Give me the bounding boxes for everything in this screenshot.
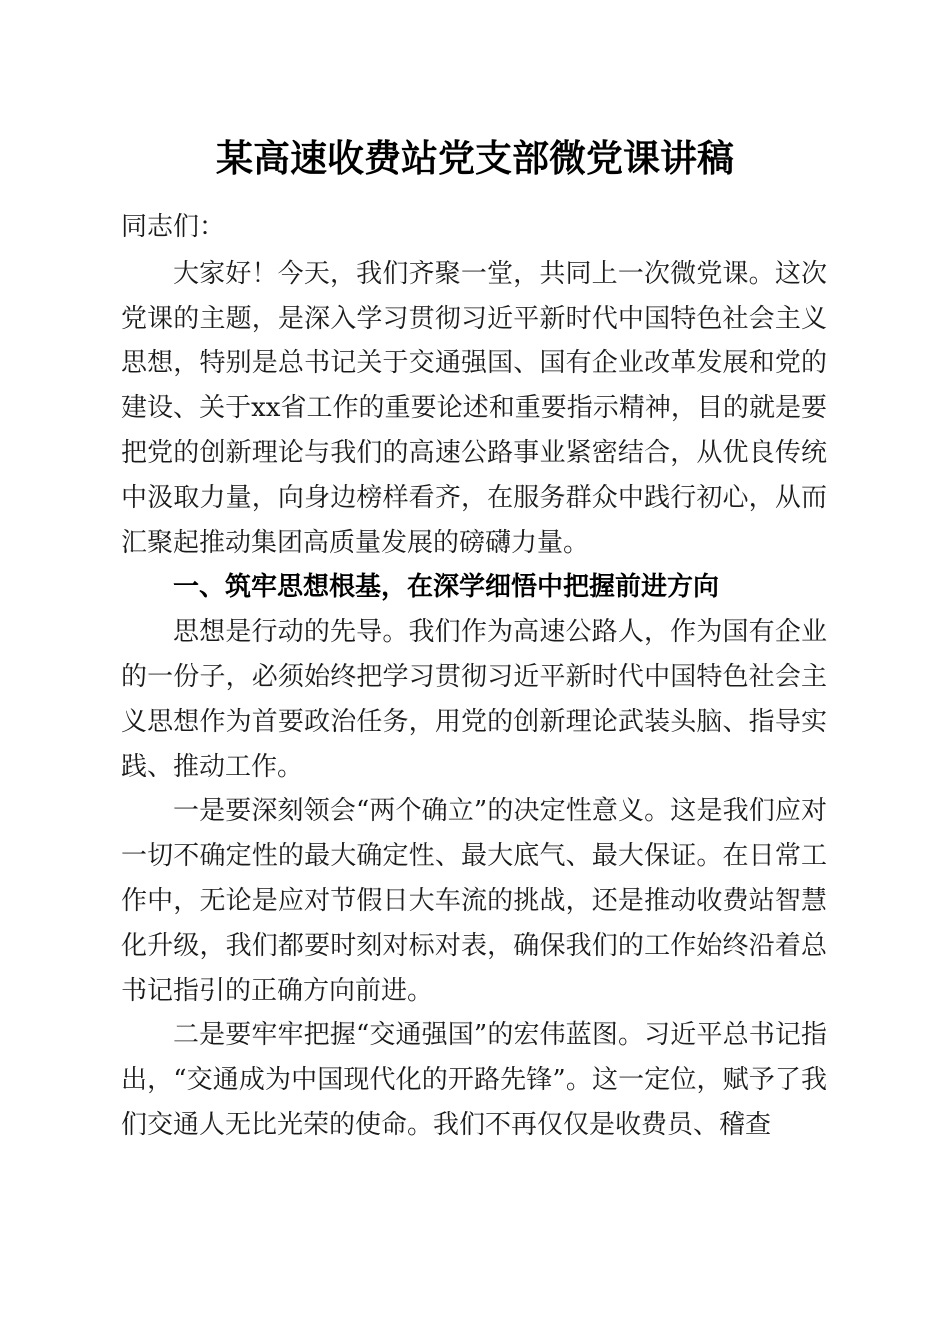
document-body [121,205,827,1148]
document-title: 某高速收费站党支部微党课讲稿 [216,136,734,180]
section-heading-1: 一、筑牢思想根基，在深学细悟中把握前进方向 [173,572,720,603]
salutation: 同志们： [121,212,226,242]
section1-paragraph-1: 思想是行动的先导。我们作为高速公路人，作为国有企业的一份子，必须始终把学习贯彻习近平新时代中国特色社会主义思想作为首要政治任务，用党的创新理论武装头脑、指导实践、推动工作。 [121,617,827,782]
section1-paragraph-3: 二是要牢牢把握“交通强国”的宏伟蓝图。习近平总书记指出，“交通成为中国现代化的开路先锋”。这一定位，赋予了我们交通人无比光荣的使命。我们不再仅仅是收费员、稽查 [121,1020,827,1140]
section1-paragraph-2: 一是要深刻领会“两个确立”的决定性意义。这是我们应对一切不确定性的最大确定性、最大底气、最大保证。在日常工作中，无论是应对节假日大车流的挑战，还是推动收费站智慧化升级，我们都要时刻对标对表，确保我们的工作始终沿着总书记指引的正确方向前进。 [121,796,827,1006]
intro-paragraph: 大家好！今天，我们齐聚一堂，共同上一次微党课。这次党课的主题，是深入学习贯彻习近平新时代中国特色社会主义思想，特别是总书记关于交通强国、国有企业改革发展和党的建设、关于xx省工作的重要论述和重要指示精神，目的就是要把党的创新理论与我们的高速公路事业紧密结合，从优良传统中汲取力量，向身边榜样看齐，在服务群众中践行初心，从而汇聚起推动集团高质量发展的磅礴力量。 [121,258,827,558]
